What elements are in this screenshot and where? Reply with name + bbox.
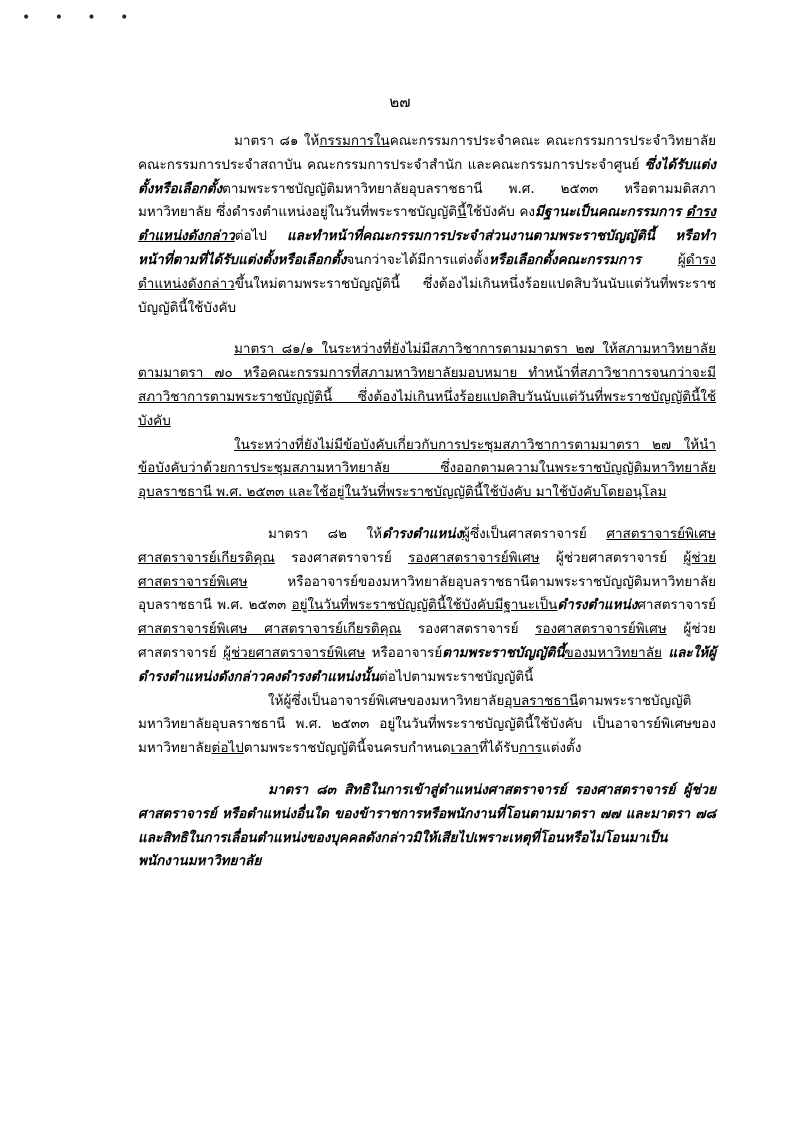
underlined-text: ศาสตราจารย์พิเศษ ศาสตราจารย์เกียรติคุณ bbox=[138, 621, 402, 638]
underlined-text: รองศาสตราจารย์พิเศษ bbox=[535, 621, 667, 638]
section-82 bbox=[138, 523, 716, 690]
text-run: จนกว่าจะได้มีการแต่งตั้ง bbox=[346, 251, 489, 268]
corner-dots: • • • • bbox=[22, 10, 139, 26]
text-run bbox=[641, 252, 678, 268]
text-run: ตามพระราชบัญญัตินี้จนครบกำหนด bbox=[243, 740, 451, 757]
text-run: ใช้บังคับ คง bbox=[466, 204, 536, 221]
text-run: ผู้ช่วยศาสตราจารย์ bbox=[138, 621, 716, 661]
text-run: มาตรา ๘๒ ให้ bbox=[268, 525, 383, 542]
text-run: มาตรา ๘๑/๑ ในระหว่างที่ยังไม่มีสภาวิชาการตามมาตรา ๒๗ ให้สภามหาวิทยาลัยตามมาตรา ๗๐ หรือคณะกรรมการที่สภามหาวิทยาลัยมอบหมาย ทำหน้าที่สภาวิชาการจนกว่าจะมีสภาวิชาการตามพระราชบัญญัตินี้ ซึ่งต้องไม่เกินหนึ่งร้อยแปดสิบวันนับแต่วันที่พระราชบัญญัตินี้ใช้บังคับ bbox=[138, 341, 716, 429]
underlined-text: ผู้ช่วยศาสตราจารย์พิเศษ bbox=[223, 644, 366, 661]
underlined-text: ผู้ bbox=[462, 525, 470, 542]
underlined-text: อุบลราชธานี bbox=[504, 692, 579, 709]
text-run: คณะกรรมการประจำคณะ คณะกรรมการประจำวิทยาลัย คณะกรรมการประจำสถาบัน คณะกรรมการประจำสำนัก และคณะกรรมการประจำศูนย์ bbox=[138, 133, 716, 173]
text-run: มาตรา ๘๑ ให้ bbox=[234, 133, 320, 149]
underlined-text: นี้ bbox=[457, 204, 467, 221]
text-run: ต่อไป bbox=[234, 228, 287, 245]
underlined-text: การ bbox=[518, 740, 542, 757]
text-run: ให้ผู้ซึ่งเป็นอาจารย์พิเศษของมหาวิทยาลัย bbox=[268, 692, 505, 709]
text-run: ศาสตราจารย์ bbox=[637, 597, 716, 614]
text-run: ที่ได้รับ bbox=[478, 740, 519, 757]
text-run: ตามพระราชบัญญัติมหาวิทยาลัยอุบลราชธานี พ.ศ. ๒๕๓๓ อยู่ในวันที่พระราชบัญญัตินี้ใช้บังคับ เป็นอาจารย์พิเศษของมหาวิทยาลัย bbox=[138, 692, 716, 757]
underlined-text: ต่อไป bbox=[211, 740, 244, 757]
underlined-text: รองศาสตราจารย์พิเศษ bbox=[408, 549, 540, 566]
underlined-text: ศาสตราจารย์พิเศษ ศาสตราจารย์เกียรติคุณ bbox=[138, 525, 716, 566]
underlined-text: อยู่ในวันที่พระราชบัญญัตินี้ใช้บังคับมีฐานะเป็น bbox=[291, 597, 558, 614]
bold-underlined-text: ดำรงตำแหน่งดังกล่าว bbox=[138, 204, 717, 245]
section-83 bbox=[138, 779, 716, 874]
underlined-text: เวลา bbox=[450, 740, 479, 757]
bold-text: หรือเลือกตั้งคณะกรรมการ bbox=[488, 251, 642, 268]
underlined-text: กรรมการใน bbox=[319, 133, 390, 149]
section-81-1-para-2 bbox=[138, 434, 716, 505]
text-run: หรืออาจารย์ bbox=[365, 644, 443, 661]
bold-text: มีฐานะเป็นคณะกรรมการ bbox=[535, 204, 682, 221]
bold-text: ตามพระราชบัญญัตินี้ bbox=[442, 644, 565, 661]
text-run: ต่อไปตามพระราชบัญญัตินี้ bbox=[378, 668, 534, 685]
text-run: รองศาสตราจารย์ bbox=[401, 621, 536, 638]
bold-text: ซึ่งได้รับแต่งตั้งหรือเลือกตั้ง bbox=[138, 156, 716, 197]
underlined-text: ของมหาวิทยาลัย bbox=[564, 644, 662, 661]
text-run: รองศาสตราจารย์ bbox=[274, 549, 409, 566]
underlined-text: ผู้ดำรงตำแหน่งดังกล่าว bbox=[138, 251, 716, 292]
text-run: ผู้ช่วยศาสตราจารย์ bbox=[539, 549, 684, 566]
text-run: ในระหว่างที่ยังไม่มีข้อบังคับเกี่ยวกับการประชุมสภาวิชาการตามมาตรา ๒๗ ให้นำข้อบังคับว่าด้วยการประชุมสภามหาวิทยาลัย ซึ่งออกตามความในพระราชบัญญัติมหาวิทยาลัยอุบลราชธานี พ.ศ. ๒๕๓๓ และใช้อยู่ในวันที่พระราชบัญญัตินี้ใช้บังคับ มาใช้บังคับโดยอนุโลม bbox=[138, 436, 716, 501]
section-81-1 bbox=[138, 338, 716, 433]
bold-text: ดำรงตำแหน่ง bbox=[382, 525, 463, 542]
underlined-text: ผู้ช่วยศาสตราจารย์พิเศษ bbox=[138, 549, 716, 590]
bold-text: มาตรา ๘๓ สิทธิในการเข้าสู่ตำแหน่งศาสตราจารย์ รองศาสตราจารย์ ผู้ช่วยศาสตราจารย์ หรือตำแหน่งอื่นใด ของข้าราชการหรือพนักงานที่โอนตามมาตรา ๗๗ และมาตรา ๗๘ และสิทธิในการเลื่อนตำแหน่งของบุคคลดังกล่าวมิให้เสียไปเพราะเหตุที่โอนหรือไม่โอนมาเป็นพนักงานมหาวิทยาลัย bbox=[138, 781, 716, 870]
text-run: ซึ่งเป็นศาสตราจารย์ bbox=[469, 525, 607, 542]
bold-text: และให้ผู้ดำรงตำแหน่งดังกล่าวคงดำรงตำแหน่งนั้น bbox=[138, 644, 717, 685]
document-body bbox=[138, 130, 716, 874]
bold-text: ดำรงตำแหน่ง bbox=[557, 597, 638, 614]
section-81 bbox=[138, 130, 716, 320]
section-82-para-2 bbox=[138, 690, 716, 761]
text-run: หรืออาจารย์ของมหาวิทยาลัยอุบลราชธานีตามพระราชบัญญัติมหาวิทยาลัยอุบลราชธานี พ.ศ. ๒๕๓๓ bbox=[138, 573, 716, 614]
text-run: ขึ้นใหม่ตามพระราชบัญญัตินี้ ซึ่งต้องไม่เกินหนึ่งร้อยแปดสิบวันนับแต่วันที่พระราชบัญญัตินี้ใช้บังคับ bbox=[138, 275, 716, 316]
text-run: แต่งตั้ง bbox=[542, 740, 582, 757]
bold-text: และทำหน้าที่คณะกรรมการประจำส่วนงานตามพระราชบัญญัตินี้ หรือทำหน้าที่ตามที่ได้รับแต่งตั้งหรือเลือกตั้ง bbox=[138, 228, 717, 268]
text-run: ตามพระราชบัญญัติมหาวิทยาลัยอุบลราชธานี พ.ศ. ๒๕๓๓ หรือตามมติสภามหาวิทยาลัย ซึ่งดำรงตำแหน่งอยู่ในวันที่พระราชบัญญัติ bbox=[138, 180, 716, 221]
page-number: ๒๗ bbox=[389, 93, 411, 111]
